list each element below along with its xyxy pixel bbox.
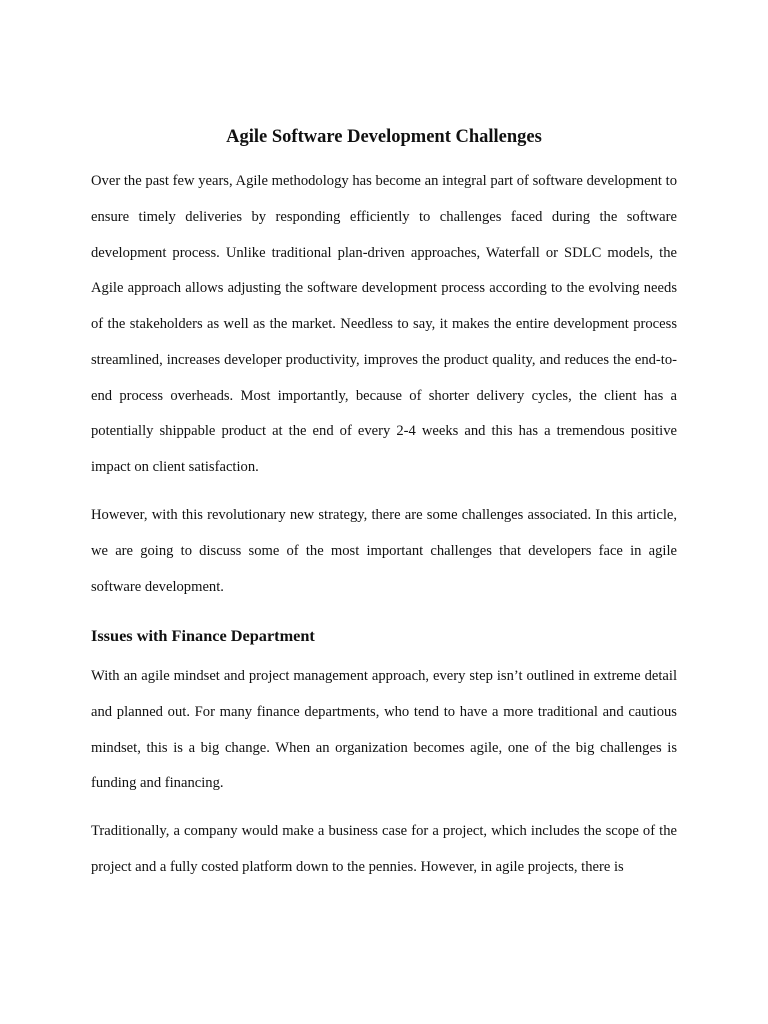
finance-paragraph-2: Traditionally, a company would make a business case for a project, which includes the scope of the project and a fully costed platform down to the pennies. However, in agile projects, there is xyxy=(91,823,677,875)
document-title: Agile Software Development Challenges xyxy=(226,127,542,147)
section-heading-finance: Issues with Finance Department xyxy=(91,626,315,645)
finance-paragraph-1: With an agile mindset and project management approach, every step isn’t outlined in extreme detail and planned out. For many finance departments, who tend to have a more traditional and cautious mindset, this is a big change. When an organization becomes agile, one of the big challenges is funding and financing. xyxy=(91,668,677,792)
intro-paragraph-1: Over the past few years, Agile methodology has become an integral part of software development to ensure timely deliveries by responding efficiently to challenges faced during the software development process. Unlike traditional plan-driven approaches, Waterfall or SDLC models, the Agile approach allows adjusting the software development process according to the evolving needs of the stakeholders as well as the market. Needless to say, it makes the entire development process streamlined, increases developer productivity, improves the product quality, and reduces the end-to-end process overheads. Most importantly, because of shorter delivery cycles, the client has a potentially shippable product at the end of every 2-4 weeks and this has a tremendous positive impact on client satisfaction. xyxy=(91,173,677,475)
intro-paragraph-2: However, with this revolutionary new strategy, there are some challenges associated. In this article, we are going to discuss some of the most important challenges that developers face in agile software development. xyxy=(91,507,677,595)
